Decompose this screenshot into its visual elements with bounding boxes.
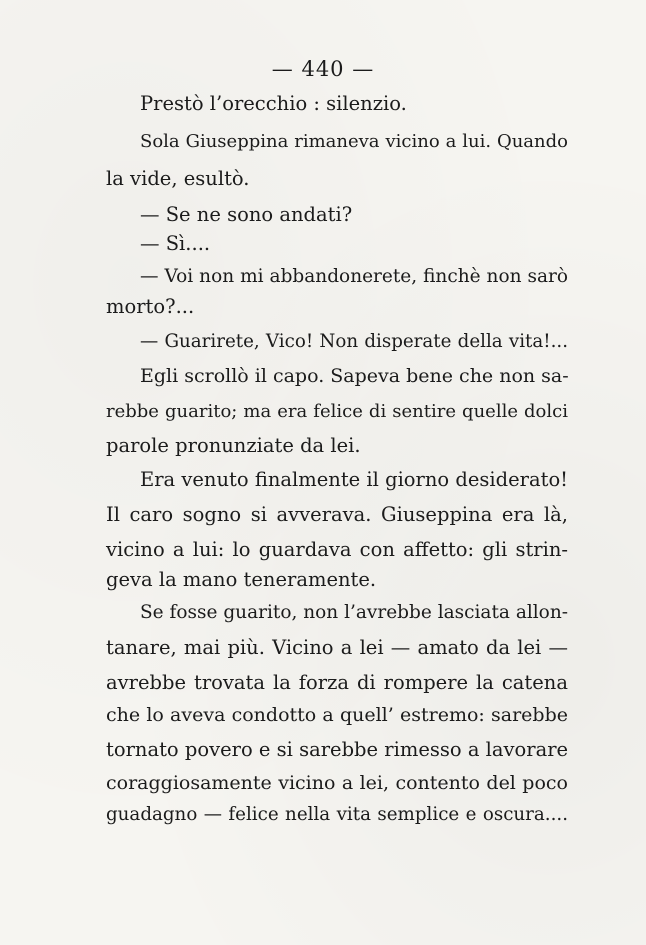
text-line: parole pronunziate da lei.	[106, 434, 361, 457]
text-line: Sola Giuseppina rimaneva vicino a lui. Quando	[140, 131, 568, 152]
text-line: Prestò l’orecchio : silenzio.	[140, 92, 407, 115]
text-line: geva la mano teneramente.	[106, 568, 377, 591]
text-line: — Se ne sono andati?	[140, 203, 353, 226]
text-line: tanare, mai più. Vicino a lei — amato da lei —	[106, 636, 568, 659]
text-line: coraggiosamente vicino a lei, contento del poco	[106, 772, 568, 794]
text-line: rebbe guarito; ma era felice di sentire quelle dolci	[106, 401, 568, 422]
text-line: la vide, esultò.	[106, 167, 250, 190]
text-line: Se fosse guarito, non l’avrebbe lasciata allon-	[140, 602, 568, 623]
text-line: che lo aveva condotto a quell’ estremo: sarebbe	[106, 704, 568, 726]
page-number: — 440 —	[271, 57, 375, 81]
text-line: — Sì....	[140, 232, 211, 255]
text-line: guadagno — felice nella vita semplice e oscura....	[106, 804, 568, 825]
text-line: vicino a lui: lo guardava con affetto: gli strin-	[106, 538, 568, 561]
text-line: — Guarirete, Vico! Non disperate della vita!...	[140, 331, 568, 352]
text-line: morto?...	[106, 295, 195, 318]
text-line: — Voi non mi abbandonerete, finchè non sarò	[140, 266, 568, 287]
text-line: Il caro sogno si avverava. Giuseppina era là,	[106, 503, 568, 526]
text-line: tornato povero e si sarebbe rimesso a lavorare	[106, 738, 569, 761]
text-line: Era venuto finalmente il giorno desiderato!	[140, 468, 569, 491]
text-line: Egli scrollò il capo. Sapeva bene che non sa-	[140, 365, 569, 387]
text-line: avrebbe trovata la forza di rompere la catena	[106, 671, 568, 694]
